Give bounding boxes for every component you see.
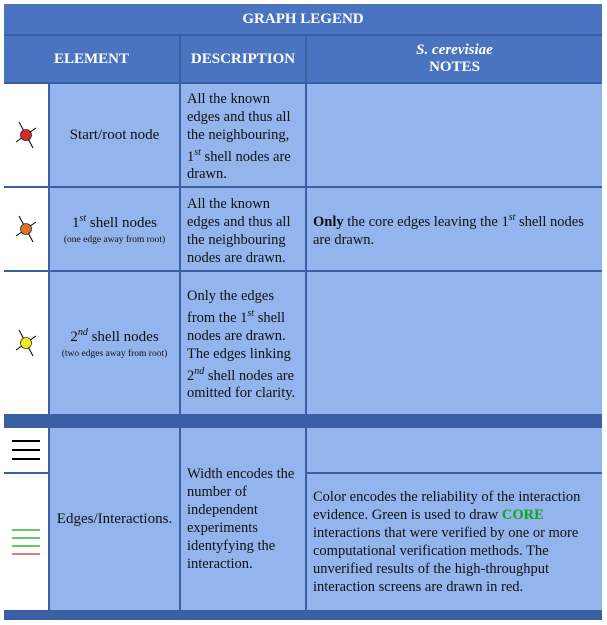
bottom-bar <box>4 610 602 620</box>
first-shell-description <box>181 188 305 270</box>
first-shell-notes-sup: st <box>508 212 516 224</box>
first-shell-label-sup: st <box>79 213 87 224</box>
edges-notes-text: Color encodes the reliability of the interaction evidence. Green is used to draw <box>313 489 581 523</box>
second-shell-description <box>181 272 305 414</box>
edges-color-notes <box>307 474 602 610</box>
second-shell-description-mid: shell nodes are drawn. The edges linking 2 <box>187 309 291 384</box>
second-shell-description-sup2: nd <box>194 365 205 377</box>
root-node-description-text: All the known edges and thus all the neighbouring, 1 <box>187 90 291 165</box>
edges-width-notes <box>307 428 602 472</box>
header-element-label: ELEMENT <box>53 50 129 67</box>
second-shell-label <box>50 272 179 414</box>
root-node-icon <box>14 120 38 150</box>
first-shell-subtitle: (one edge away from root) <box>63 235 166 245</box>
root-node-description-end: shell nodes are drawn. <box>187 148 291 183</box>
edges-description-text: Width encodes the number of independent experiments identyfying the interaction. <box>187 466 295 572</box>
root-node-notes <box>307 84 602 186</box>
graph-legend-table <box>4 4 602 620</box>
root-node-icon-cell <box>4 84 48 186</box>
root-node-description <box>181 84 305 186</box>
second-shell-description-sup: st <box>247 307 255 319</box>
root-node-label <box>50 84 179 186</box>
first-shell-notes-bold: Only <box>313 213 344 230</box>
edges-notes-core: CORE <box>501 507 544 523</box>
second-shell-label-num: 2 <box>70 329 78 345</box>
header-element <box>4 36 179 82</box>
header-notes-species: S. cerevisiae <box>416 42 493 58</box>
second-shell-label-text: shell nodes <box>87 329 159 345</box>
edge-color-icon-cell <box>4 474 48 610</box>
edge-width-icon-cell <box>4 428 48 472</box>
section-divider <box>4 416 602 426</box>
first-shell-label-num: 1 <box>72 215 80 231</box>
first-shell-label <box>50 188 179 270</box>
first-shell-notes-end: shell nodes are drawn. <box>313 213 584 248</box>
second-shell-description-text: Only the edges from the 1 <box>187 287 274 326</box>
second-shell-description-end: shell nodes are omitted for clarity. <box>187 367 296 402</box>
legend-title: GRAPH LEGEND <box>4 4 602 34</box>
header-description-label: DESCRIPTION <box>190 50 296 67</box>
second-shell-label-sup: nd <box>77 327 88 338</box>
header-notes-label: NOTES <box>429 59 480 75</box>
header-description <box>181 36 305 82</box>
edges-label <box>50 428 179 610</box>
first-shell-icon-cell <box>4 188 48 270</box>
second-shell-node-icon <box>14 328 38 358</box>
first-shell-label-text: shell nodes <box>86 215 157 231</box>
second-shell-subtitle: (two edges away from root) <box>61 349 168 359</box>
first-shell-notes <box>307 188 602 270</box>
edges-label-text: Edges/Interactions. <box>56 510 173 527</box>
edge-width-lines-icon <box>12 439 40 461</box>
first-shell-notes-text: the core edges leaving the 1 <box>343 213 509 230</box>
root-node-description-sup: st <box>194 146 201 158</box>
edges-description <box>181 428 305 610</box>
second-shell-notes <box>307 272 602 414</box>
first-shell-description-text: All the known edges and thus all the neighbouring nodes are drawn. <box>187 195 291 266</box>
root-node-label-text: Start/root node <box>69 126 160 143</box>
edges-notes-end: interactions that were verified by one or more computational verification methods. The unverified results of the high-throughput interaction screens are drawn in red. <box>313 525 579 595</box>
first-shell-node-icon <box>14 214 38 244</box>
header-notes <box>307 36 602 82</box>
second-shell-icon-cell <box>4 272 48 414</box>
edge-color-lines-icon <box>12 528 40 556</box>
